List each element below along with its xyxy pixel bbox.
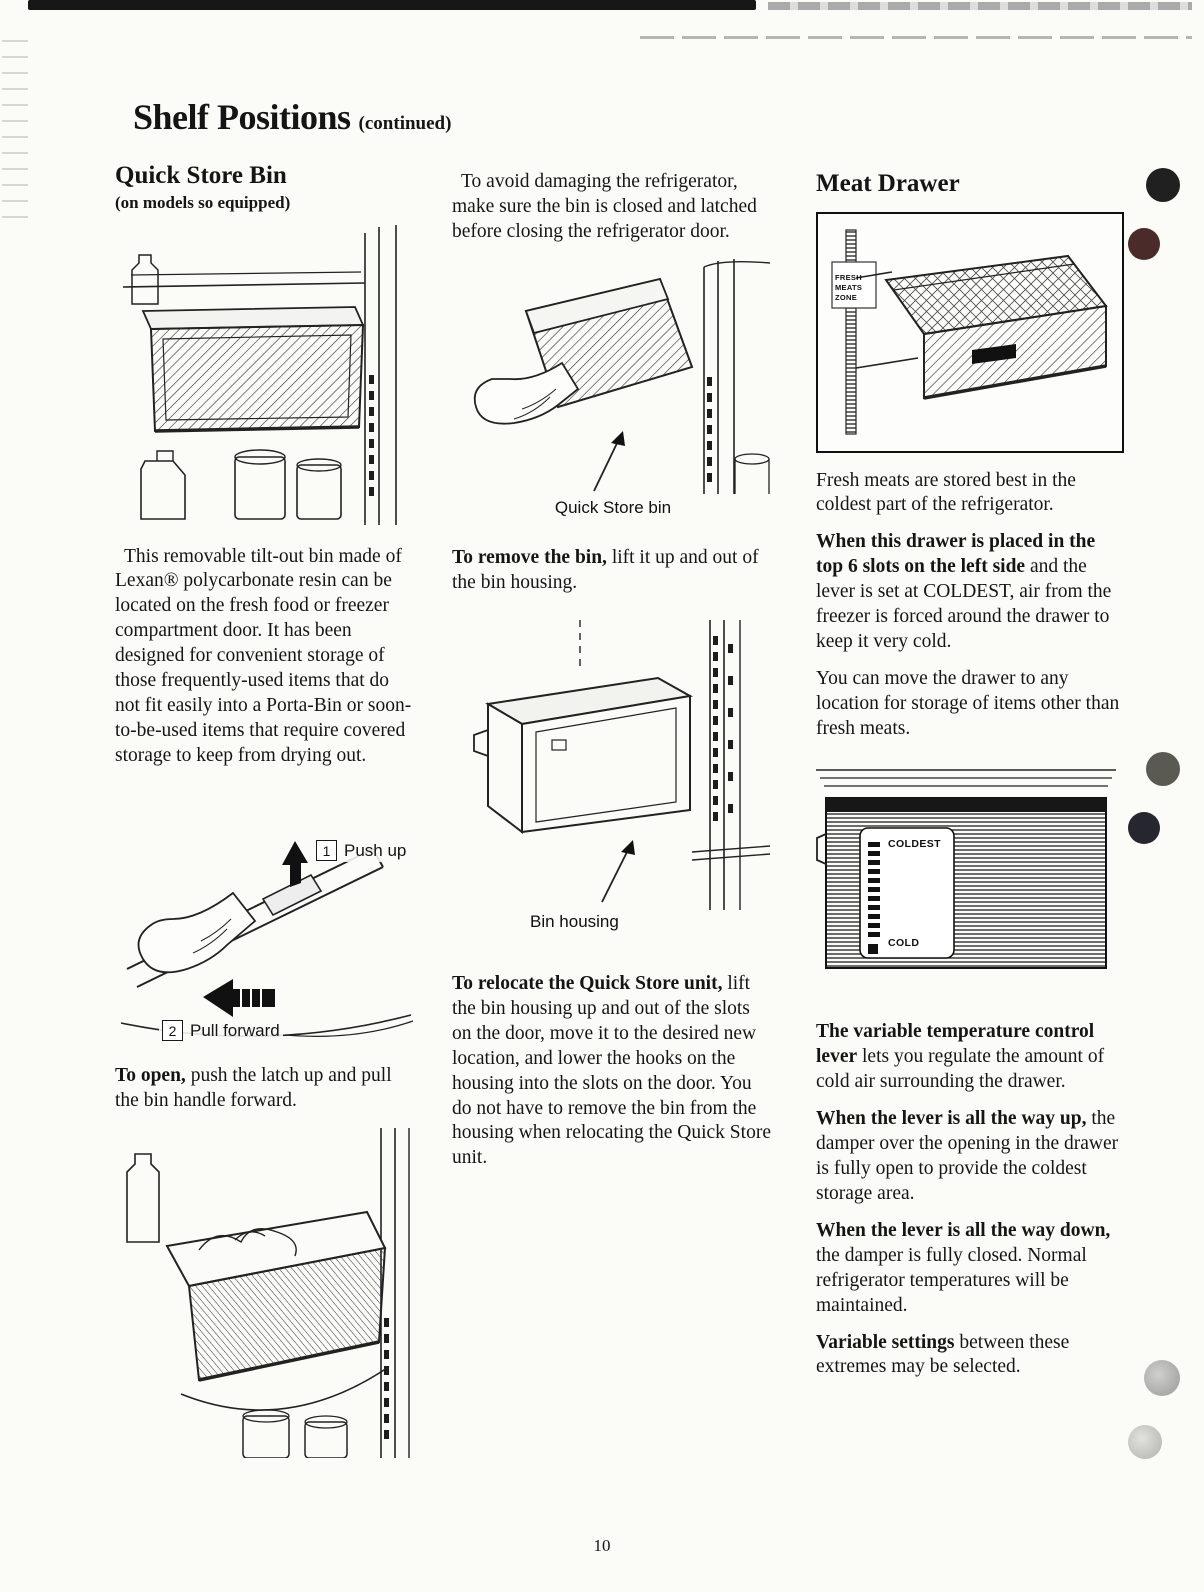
meat-drawer-figure [816,212,1124,453]
page-number: 10 [593,1536,611,1555]
caption-arrow [602,840,635,902]
registration-dot [1146,168,1180,202]
registration-dot [1128,1425,1162,1459]
variable-settings-text: between these extremes may be selected. [816,1331,1070,1378]
open-bin-figure [115,1128,415,1458]
scan-artifact-top-bar [28,0,756,10]
page-title: Shelf Positions [133,97,351,137]
coldest-label: COLDEST [888,838,941,851]
to-remove-text: lift it up and out of the bin housing. [452,546,759,593]
page-title-suffix: (continued) [358,113,452,134]
quick-store-bin-heading: Quick Store Bin [115,162,287,189]
caption-arrow [594,431,625,491]
variable-control-paragraph [816,1020,1124,1095]
avoid-damage-paragraph: To avoid damaging the refrigerator, make sure the bin is closed and latched before closing the refrigerator door. [452,171,757,242]
lever-down-paragraph [816,1219,1124,1319]
lever-up-paragraph [816,1107,1124,1207]
callout-number: 2 [162,1020,183,1041]
removing-bin-illustration [452,259,770,494]
cold-label: COLD [888,937,920,950]
scan-artifact-top-rule [640,36,1192,39]
drawer-placement-paragraph [816,530,1124,655]
temperature-control-figure [816,764,1124,1002]
registration-dot [1128,228,1160,260]
door-slots [384,1318,389,1439]
drawer-placement-text: and the lever is set at COLDEST, air from the freezer is forced around the drawer to keep it very cold. [816,556,1112,653]
scan-artifact-top-hatch [768,2,1192,10]
to-open-paragraph [115,1064,415,1114]
to-relocate-lead: To relocate the Quick Store unit, [452,972,723,994]
variable-control-text: lets you regulate the amount of cold air surrounding the drawer. [816,1045,1105,1092]
bin-housing-caption: Bin housing [530,911,619,931]
quick-store-bin-closed-figure [115,225,415,525]
door-slots [713,636,733,821]
latch-operation-figure [115,783,415,1048]
callout-pull-forward [159,1019,283,1042]
registration-dot [1128,812,1160,844]
variable-control-lead: The variable temperature control lever [816,1021,1095,1067]
door-slots [369,375,374,496]
to-remove-lead: To remove the bin, [452,546,607,568]
column-bin-instructions [452,170,774,1171]
registration-dot [1146,752,1180,786]
callout-number: 1 [316,840,337,861]
quick-store-bin-caption: Quick Store bin [554,497,672,517]
callout-push-up [313,839,409,862]
callout-label: Pull forward [190,1020,280,1040]
lever-down-lead: When the lever is all the way down, [816,1219,1111,1241]
meat-drawer-illustration [822,218,1114,446]
fresh-meats-paragraph: Fresh meats are stored best in the coldest part of the refrigerator. [816,469,1076,516]
latch-operation-illustration [115,783,415,1048]
temperature-control-illustration [816,764,1116,1002]
scan-artifact-left-dashes [2,40,28,230]
to-open-lead: To open, [115,1065,186,1087]
variable-settings-lead: Variable settings [816,1331,955,1353]
to-remove-paragraph [452,546,774,596]
fresh-meats-zone-label: FRESH MEATS ZONE [835,272,863,302]
pull-forward-arrow [203,979,275,1017]
door-slots [707,377,712,482]
to-open-text: push the latch up and pull the bin handle forward. [115,1065,392,1112]
page-title-block [133,96,451,138]
drawer-placement-lead: When this drawer is placed in the top 6 slots on the left side [816,531,1096,578]
quick-store-bin-subheading: (on models so equipped) [115,192,291,212]
to-relocate-paragraph [452,972,774,1172]
lever-down-text: the damper is fully closed. Normal refrigerator temperatures will be maintained. [816,1244,1087,1316]
lever-up-lead: When the lever is all the way up, [816,1107,1087,1129]
move-drawer-paragraph: You can move the drawer to any location for storage of items other than fresh meats. [816,668,1120,740]
registration-dot [1144,1360,1180,1396]
meat-drawer-heading: Meat Drawer [816,170,960,197]
callout-label: Push up [344,840,407,860]
bin-housing-figure [452,620,774,910]
variable-settings-paragraph [816,1331,1124,1381]
bin-housing-illustration [452,620,770,910]
column-meat-drawer [816,170,1124,1380]
open-bin-illustration [115,1128,415,1458]
to-relocate-text: lift the bin housing up and out of the slots on the door, move it to the desired new location, and lower the hooks on the housing into the slots on the door. You do not have to remove the bin from the housing when relocating the Quick Store unit. [452,972,771,1169]
quick-store-bin-closed-illustration [115,225,405,525]
removing-bin-figure [452,259,774,494]
quick-store-bin-intro-paragraph: This removable tilt-out bin made of Lexan® polycarbonate resin can be located on the fresh food or freezer compartment door. It has been designed for convenient storage of those frequently-used items that do not fit easily into a Porta-Bin or soon-to-be-used items that require covered storage to keep from drying out. [115,545,412,767]
lever-up-text: the damper over the opening in the drawer is fully open to provide the coldest storage area. [816,1107,1119,1204]
column-quick-store-bin [115,162,415,1458]
